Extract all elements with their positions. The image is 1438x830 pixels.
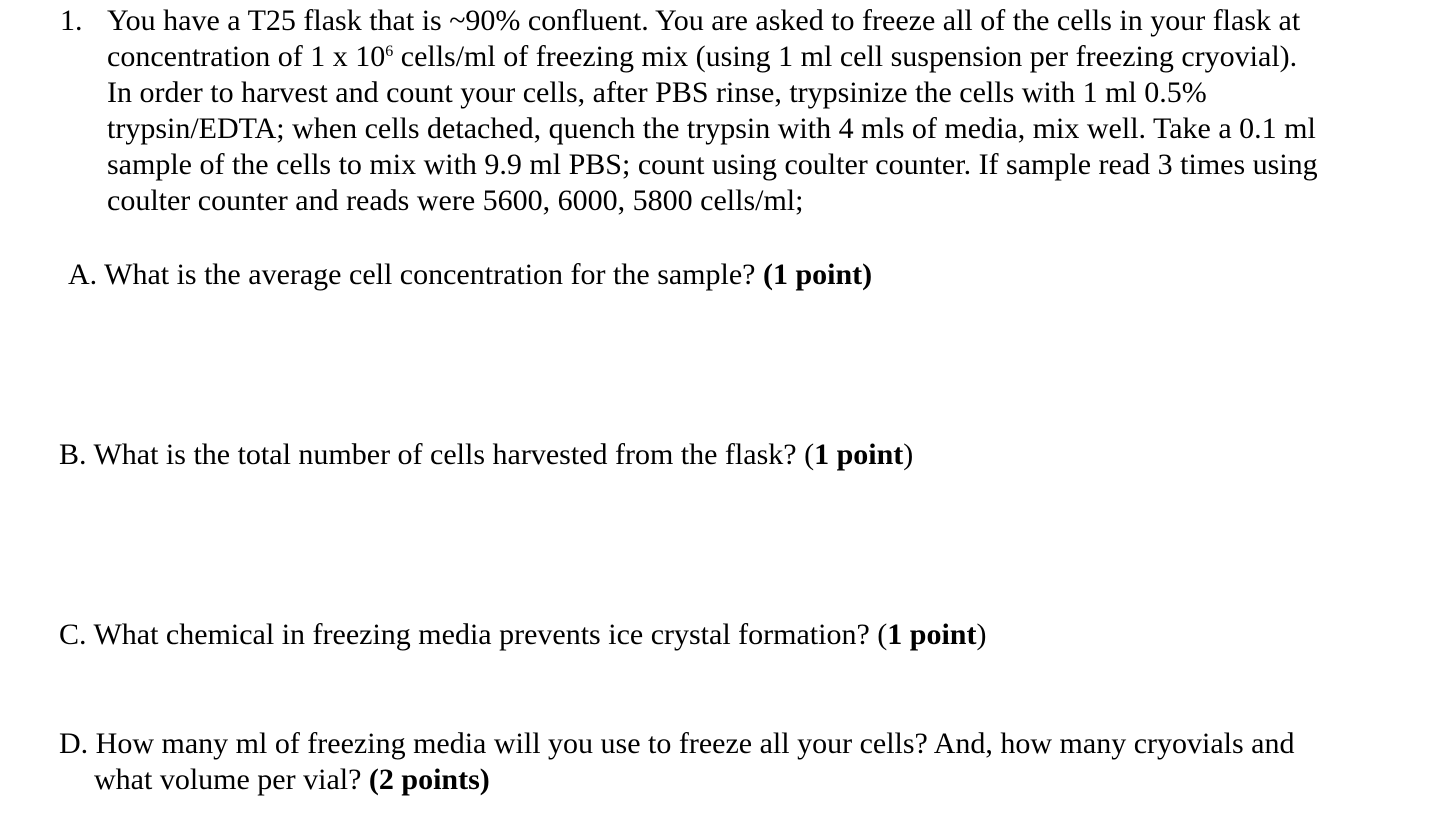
concentration-prefix: concentration of 1 x 10 <box>107 40 386 73</box>
part-c-points: 1 point <box>887 618 977 651</box>
part-c-close: ) <box>976 618 987 651</box>
exponent: 6 <box>385 43 394 60</box>
part-c <box>59 617 986 653</box>
part-d-text: what volume per vial? <box>94 763 369 796</box>
part-d <box>59 726 1294 798</box>
part-c-text: C. What chemical in freezing media prevents ice crystal formation? ( <box>59 618 888 651</box>
question-line: You have a T25 flask that is ~90% confluent. You are asked to freeze all of the cells in your flask at <box>107 4 1301 37</box>
question-line: trypsin/EDTA; when cells detached, quench the trypsin with 4 mls of media, mix well. Take a 0.1 ml <box>107 112 1316 145</box>
question-line: sample of the cells to mix with 9.9 ml PBS; count using coulter counter. If sample read 3 times using <box>107 148 1318 181</box>
part-b-points: 1 point <box>814 438 904 471</box>
question-number: 1. <box>60 4 83 37</box>
part-b-close: ) <box>903 438 914 471</box>
part-d-line2 <box>59 762 1294 798</box>
question-body <box>107 3 1407 219</box>
part-a <box>68 257 872 293</box>
question-line <box>107 39 1407 75</box>
part-b <box>59 437 913 473</box>
part-a-points: (1 point) <box>762 258 873 291</box>
part-d-line1: D. How many ml of freezing media will you use to freeze all your cells? And, how many cryovials and <box>59 727 1295 760</box>
question-line: coulter counter and reads were 5600, 6000, 5800 cells/ml; <box>107 184 804 217</box>
part-a-text: A. What is the average cell concentration for the sample? <box>68 258 763 291</box>
question-line: In order to harvest and count your cells, after PBS rinse, trypsinize the cells with 1 ml 0.5% <box>107 76 1207 109</box>
concentration-suffix: cells/ml of freezing mix (using 1 ml cell suspension per freezing cryovial). <box>393 40 1298 73</box>
part-d-points: (2 points) <box>368 763 490 796</box>
part-b-text: B. What is the total number of cells harvested from the flask? ( <box>59 438 815 471</box>
